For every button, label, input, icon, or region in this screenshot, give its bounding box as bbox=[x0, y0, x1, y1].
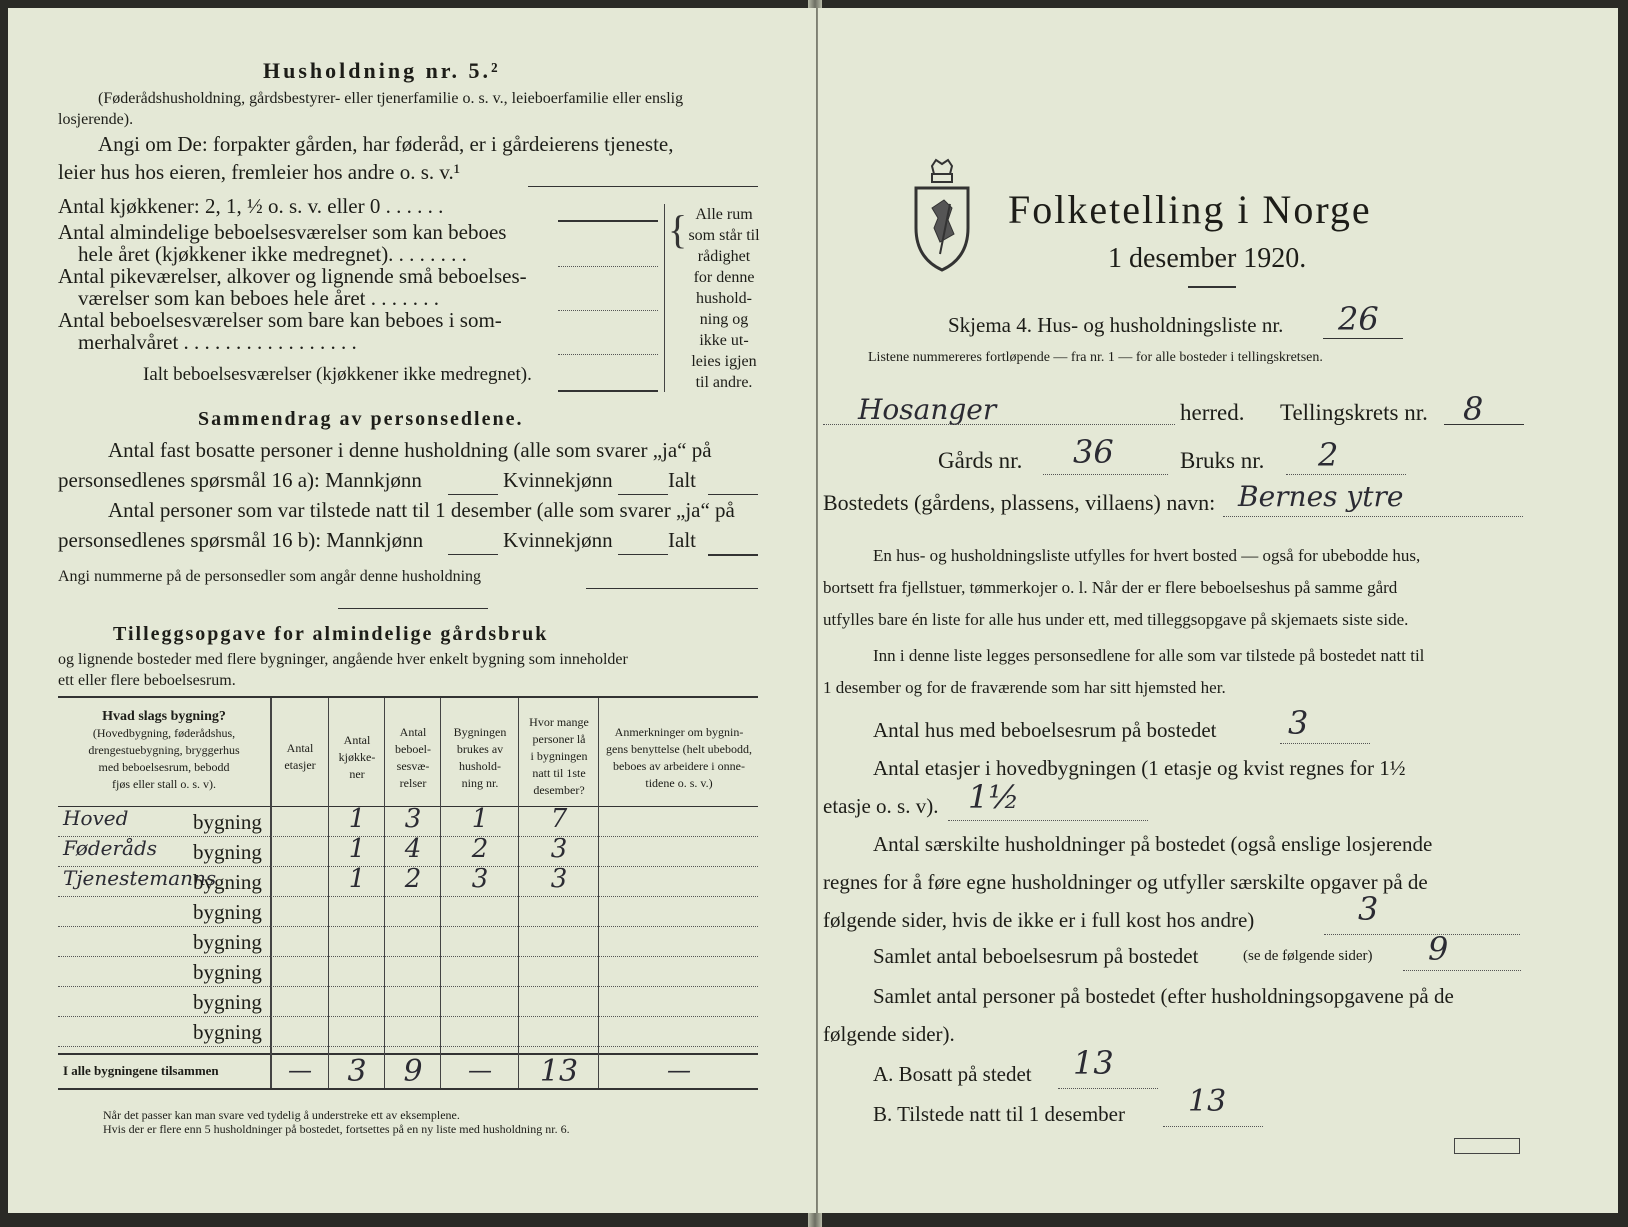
tilstede-value: 13 bbox=[1188, 1084, 1227, 1119]
gards-line bbox=[1043, 474, 1168, 475]
ordinary-rooms-label-b: hele året (kjøkkener ikke medregnet). . . . . . . . bbox=[78, 242, 467, 266]
skjema-number: 26 bbox=[1338, 300, 1379, 338]
building-name: Hoved bbox=[63, 806, 129, 830]
angi-line-1: Angi om De: forpakter gården, har føderåd, er i gårdeierens tjeneste, bbox=[98, 132, 674, 156]
tellingskrets-label: Tellingskrets nr. bbox=[1280, 400, 1428, 425]
cell-vaerelser: 4 bbox=[404, 834, 422, 864]
cell-personer: 3 bbox=[550, 864, 568, 894]
herred-line bbox=[823, 424, 1175, 425]
hush-line-a: Antal særskilte husholdninger på bostedet (også enslige losjerende bbox=[873, 832, 1433, 856]
cell-personer: 7 bbox=[550, 804, 568, 834]
kitchens-answer-line bbox=[558, 220, 658, 222]
summary-a-ialt-label: Ialt bbox=[668, 468, 696, 492]
row-rule bbox=[58, 896, 758, 897]
bosatt-value: 13 bbox=[1073, 1044, 1114, 1082]
pers-line-b: følgende sider). bbox=[823, 1022, 955, 1046]
etasjer-line bbox=[948, 820, 1148, 821]
tilstede-label: B. Tilstede natt til 1 desember bbox=[873, 1102, 1125, 1126]
summary-b-kvinne-label: Kvinnekjønn bbox=[503, 528, 613, 552]
footnote-1: Når det passer kan man svare ved tydelig å understreke ett av eksemplene. bbox=[103, 1108, 460, 1122]
cell-kjokkener: 1 bbox=[348, 834, 366, 864]
brace-note: Alle rum som står til rådighet for denne hushold- ning og ikke ut- leies igjen til andre. bbox=[688, 206, 760, 391]
building-suffix: bygning bbox=[193, 840, 262, 864]
table-col-rule-5 bbox=[518, 698, 519, 1088]
etasjer-line-a: Antal etasjer i hovedbygningen (1 etasje og kvist regnes for 1½ bbox=[873, 756, 1406, 780]
maid-rooms-line bbox=[558, 310, 658, 311]
total-floors: — bbox=[288, 1056, 312, 1084]
total-kitchens: 3 bbox=[347, 1054, 367, 1089]
total-rooms: 9 bbox=[403, 1054, 423, 1089]
row-rule bbox=[58, 926, 758, 927]
summer-rooms-label-a: Antal beboelsesværelser som bare kan beboes i som- bbox=[58, 308, 502, 332]
table-col-rule-2 bbox=[328, 698, 329, 1088]
summary-b-line-1: Antal personer som var tilstede natt til 1 desember (alle som svarer „ja“ på bbox=[108, 498, 735, 522]
supplement-title: Tilleggsopgave for almindelige gårdsbruk bbox=[113, 623, 549, 645]
table-header-building: Hvad slags bygning? (Hovedbygning, føderådshus, drengestuebygning, bryggerhus med beboelsesrum, bebodd fjøs eller stall o. s. v). bbox=[88, 709, 240, 791]
row-rule bbox=[58, 1016, 758, 1017]
cell-kjokkener: 1 bbox=[348, 804, 366, 834]
numbering-note: Listene nummereres fortløpende — fra nr. 1 — for alle bosteder i tellingskretsen. bbox=[868, 350, 1323, 365]
herred-value: Hosanger bbox=[858, 393, 997, 426]
summary-a-kvinne-label: Kvinnekjønn bbox=[503, 468, 613, 492]
building-suffix: bygning bbox=[193, 990, 262, 1014]
cell-vaerelser: 2 bbox=[404, 864, 422, 894]
hush-value: 3 bbox=[1358, 890, 1379, 928]
summer-rooms-label-b: merhalvåret . . . . . . . . . . . . . . . . . bbox=[78, 330, 357, 354]
hush-line bbox=[1324, 934, 1520, 935]
row-rule bbox=[58, 1046, 758, 1047]
tellingskrets-value: 8 bbox=[1463, 390, 1484, 428]
bosatt-line bbox=[1058, 1088, 1158, 1089]
gards-value: 36 bbox=[1073, 433, 1114, 471]
total-persons: 13 bbox=[539, 1054, 579, 1089]
bosted-label: Bostedets (gårdens, plassens, villaens) navn: bbox=[823, 490, 1216, 515]
maid-rooms-label-a: Antal pikeværelser, alkover og lignende små beboelses- bbox=[58, 264, 527, 288]
maid-rooms-label-b: værelser som kan beboes hele året . . . . . . . bbox=[78, 286, 439, 310]
cell-kjokkener: 1 bbox=[348, 864, 366, 894]
bosted-value: Bernes ytre bbox=[1238, 480, 1404, 513]
separator-rule bbox=[338, 608, 488, 609]
table-col-rule-6 bbox=[598, 698, 599, 1088]
title-rule bbox=[1188, 286, 1236, 288]
brace-glyph: { bbox=[668, 207, 688, 252]
hus-value: 3 bbox=[1288, 704, 1309, 742]
row-rule bbox=[58, 986, 758, 987]
bosted-line bbox=[1223, 516, 1523, 517]
summary-a-kvinne-line bbox=[618, 494, 668, 495]
angi-nummerne-line bbox=[586, 588, 758, 589]
pers-line-a: Samlet antal personer på bostedet (efter husholdningsopgavene på de bbox=[873, 984, 1454, 1008]
summary-b-ialt-label: Ialt bbox=[668, 528, 696, 552]
bosatt-label: A. Bosatt på stedet bbox=[873, 1062, 1032, 1086]
building-suffix: bygning bbox=[193, 900, 262, 924]
building-suffix: bygning bbox=[193, 960, 262, 984]
household-title: Husholdning nr. 5.² bbox=[263, 58, 501, 83]
left-page bbox=[8, 8, 816, 1213]
census-date: 1 desember 1920. bbox=[1108, 243, 1307, 274]
rum-line bbox=[1403, 970, 1521, 971]
rum-label: Samlet antal beboelsesrum på bostedet bbox=[873, 944, 1199, 968]
building-suffix: bygning bbox=[193, 870, 262, 894]
angi-line-2: leier hus hos eieren, fremleier hos andre o. s. v.¹ bbox=[58, 160, 461, 184]
info-line-1: En hus- og husholdningsliste utfylles for hvert bosted — også for ubebodde hus, bbox=[873, 546, 1421, 565]
angi-answer-line bbox=[528, 186, 758, 187]
tilstede-line bbox=[1163, 1126, 1263, 1127]
cell-personer: 3 bbox=[550, 834, 568, 864]
summary-a-ialt-line bbox=[708, 494, 758, 495]
kitchens-label: Antal kjøkkener: 2, 1, ½ o. s. v. eller 0 . . . . . . bbox=[58, 194, 444, 218]
table-header-remarks: Anmerkninger om bygnin- gens benyttelse (helt ubebodd, beboes av arbeidere i onne- tidene o. s. v.) bbox=[606, 725, 752, 790]
hush-line-c: følgende sider, hvis de ikke er i full kost hos andre) bbox=[823, 908, 1255, 932]
summary-title: Sammendrag av personsedlene. bbox=[198, 408, 524, 430]
skjema-label: Skjema 4. Hus- og husholdningsliste nr. bbox=[948, 313, 1284, 337]
table-col-rule-4 bbox=[440, 698, 441, 1088]
rum-note: (se de følgende sider) bbox=[1243, 948, 1373, 964]
angi-nummerne-label: Angi nummerne på de personsedler som angår denne husholdning bbox=[58, 568, 482, 585]
cell-vaerelser: 3 bbox=[404, 804, 422, 834]
rum-value: 9 bbox=[1428, 930, 1449, 968]
info-line-4: Inn i denne liste legges personsedlene for alle som var tilstede på bostedet natt til bbox=[873, 646, 1425, 665]
census-title: Folketelling i Norge bbox=[1008, 187, 1372, 232]
ordinary-rooms-label-a: Antal almindelige beboelsesværelser som kan beboes bbox=[58, 220, 507, 244]
household-subtitle: (Føderådshusholdning, gårdsbestyrer- eller tjenerfamilie o. s. v., leieboerfamilie eller enslig losjerende). bbox=[58, 90, 684, 128]
building-name: Tjenestemanns bbox=[63, 866, 217, 890]
summary-b-line-2: personsedlenes spørsmål 16 b): Mannkjønn bbox=[58, 528, 424, 552]
summary-a-line-1: Antal fast bosatte personer i denne husholdning (alle som svarer „ja“ på bbox=[108, 438, 712, 462]
table-header-household: Bygningen brukes av hushold- ning nr. bbox=[453, 725, 507, 790]
summary-a-line-2: personsedlenes spørsmål 16 a): Mannkjønn bbox=[58, 468, 422, 492]
row-rule bbox=[58, 956, 758, 957]
norwegian-coat-of-arms-icon bbox=[910, 158, 974, 276]
table-header-persons: Hvor mange personer lå i bygningen natt til 1ste desember? bbox=[529, 715, 589, 797]
herred-label: herred. bbox=[1180, 400, 1245, 425]
table-total-label: I alle bygningene tilsammen bbox=[63, 1063, 219, 1078]
info-line-5: 1 desember og for de fraværende som har sitt hjemsted her. bbox=[823, 678, 1226, 697]
total-household: — bbox=[468, 1056, 492, 1084]
footnote-2: Hvis der er flere enn 5 husholdninger på bostedet, fortsettes på en ny liste med husholdning nr. 6. bbox=[103, 1122, 570, 1136]
tellingskrets-line bbox=[1444, 424, 1524, 425]
summary-b-kvinne-line bbox=[618, 554, 668, 555]
cell-husholdning: 2 bbox=[471, 834, 489, 864]
bruks-value: 2 bbox=[1318, 436, 1339, 474]
supplement-text-2: ett eller flere beboelsesrum. bbox=[58, 672, 236, 689]
table-col-rule-3 bbox=[384, 698, 385, 1088]
table-top-rule bbox=[58, 696, 758, 698]
hush-line-b: regnes for å føre egne husholdninger og utfyller særskilte opgaver på de bbox=[823, 870, 1428, 894]
summary-b-mann-line bbox=[448, 554, 498, 555]
summer-rooms-line bbox=[558, 354, 658, 355]
building-suffix: bygning bbox=[193, 1020, 262, 1044]
skjema-number-line bbox=[1323, 338, 1403, 339]
etasjer-line-b: etasje o. s. v). bbox=[823, 794, 939, 818]
cell-husholdning: 1 bbox=[471, 804, 489, 834]
right-page bbox=[818, 8, 1618, 1213]
info-line-2: bortsett fra fjellstuer, tømmerkojer o. l. Når der er flere beboelseshus på samme gård bbox=[823, 578, 1398, 597]
building-suffix: bygning bbox=[193, 810, 262, 834]
total-remarks: — bbox=[667, 1056, 691, 1084]
table-header-floors: Antal etasjer bbox=[284, 741, 316, 772]
table-header-rooms: Antal beboel- sesvæ- relser bbox=[395, 725, 431, 790]
total-rooms-line bbox=[558, 390, 658, 392]
bruks-label: Bruks nr. bbox=[1180, 448, 1265, 473]
total-rooms-label: Ialt beboelsesværelser (kjøkkener ikke medregnet). bbox=[143, 364, 532, 385]
rooms-column-rule bbox=[664, 204, 665, 392]
building-name: Føderåds bbox=[63, 836, 158, 860]
summary-a-mann-line bbox=[448, 494, 498, 495]
etasjer-value: 1½ bbox=[968, 778, 1020, 816]
hus-label: Antal hus med beboelsesrum på bostedet bbox=[873, 718, 1217, 742]
cell-husholdning: 3 bbox=[471, 864, 489, 894]
summary-b-ialt-line bbox=[708, 554, 758, 556]
supplement-text-1: og lignende bosteder med flere bygninger, angående hver enkelt bygning som inneholder bbox=[58, 651, 628, 668]
gards-label: Gårds nr. bbox=[938, 448, 1023, 473]
hus-line bbox=[1280, 743, 1370, 744]
info-line-3: utfylles bare én liste for alle hus under ett, med tilleggsopgave på skjemaets siste side. bbox=[823, 610, 1409, 629]
bruks-line bbox=[1286, 474, 1406, 475]
ordinary-rooms-line bbox=[558, 266, 658, 267]
printer-stamp bbox=[1454, 1138, 1520, 1154]
building-suffix: bygning bbox=[193, 930, 262, 954]
table-header-kitchens: Antal kjøkke- ner bbox=[338, 733, 376, 781]
